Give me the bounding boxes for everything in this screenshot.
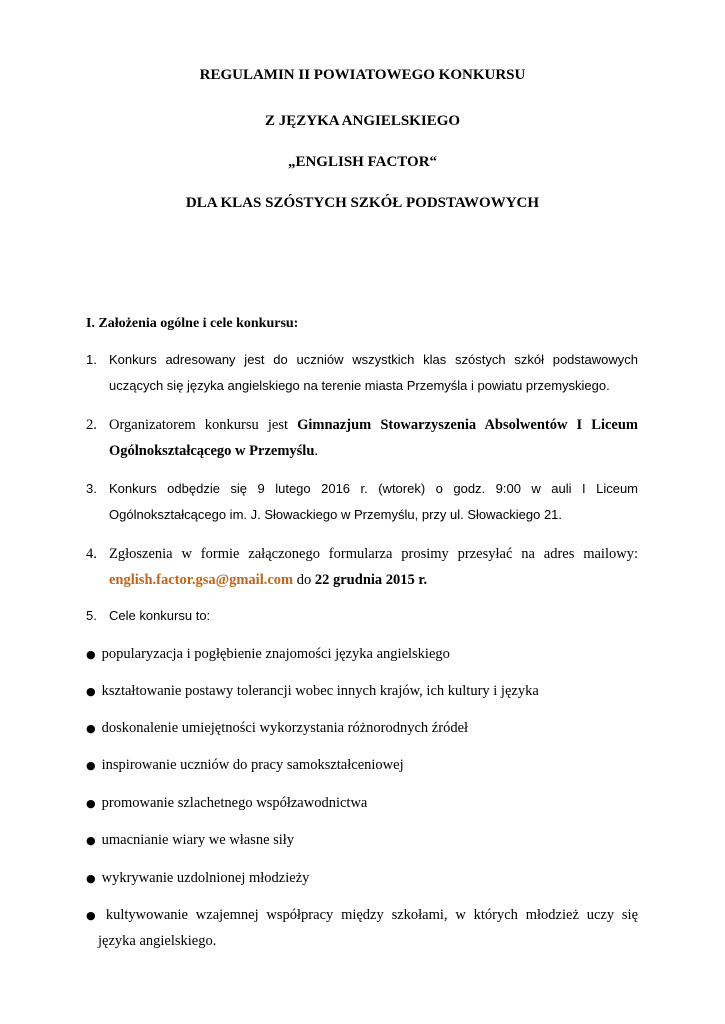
bullet-icon: ●: [86, 834, 96, 847]
section-heading: I. Założenia ogólne i cele konkursu:: [86, 316, 299, 331]
goal-bullet: [86, 757, 638, 774]
list-item-1-line-1: Konkurs adresowany jest do uczniów wszystkich klas szóstych szkół podstawowych: [109, 352, 638, 367]
title-line-1: REGULAMIN II POWIATOWEGO KONKURSU: [199, 67, 526, 83]
goal-bullet: [86, 646, 638, 663]
bullet-icon: ●: [86, 759, 96, 772]
bullet-icon: ●: [86, 648, 96, 661]
bullet-icon: ●: [86, 685, 96, 698]
bullet-icon: ●: [86, 909, 96, 922]
list-item-number: 3.: [86, 481, 97, 496]
title-line-2: Z JĘZYKA ANGIELSKIEGO: [264, 113, 461, 129]
goal-bullet-last-line-2: języka angielskiego.: [98, 933, 217, 949]
goal-text: kształtowanie postawy tolerancji wobec innych krajów, ich kultury i języka: [101, 683, 539, 699]
list-item-1: [86, 347, 638, 399]
list-item-4: [86, 541, 638, 593]
organizer-suffix: .: [314, 443, 319, 459]
title-line-4: DLA KLAS SZÓSTYCH SZKÓŁ PODSTAWOWYCH: [185, 195, 540, 211]
bullet-icon: ●: [86, 872, 96, 885]
list-item-2: [86, 412, 638, 464]
list-item-2-line-2: [109, 438, 638, 464]
goal-text: promowanie szlachetnego współzawodnictwa: [101, 795, 368, 811]
list-item-number: 4.: [86, 546, 97, 562]
goal-text: popularyzacja i pogłębienie znajomości języka angielskiego: [101, 646, 450, 662]
goal-text: umacnianie wiary we własne siły: [101, 832, 295, 848]
goal-text: kultywowanie wzajemnej współpracy między szkołami, w których młodzież uczy się: [105, 907, 639, 923]
goal-text: doskonalenie umiejętności wykorzystania różnorodnych źródeł: [101, 720, 469, 736]
list-item-3-line-1: Konkurs odbędzie się 9 lutego 2016 r. (wtorek) o godz. 9:00 w auli I Liceum: [109, 481, 638, 496]
list-item-5: [86, 603, 638, 629]
bullet-icon: ●: [86, 797, 96, 810]
bullet-icon: ●: [86, 722, 96, 735]
list-item-1-line-2: uczących się języka angielskiego na terenie miasta Przemyśla i powiatu przemyskiego.: [109, 378, 610, 393]
goal-bullet: [86, 870, 638, 887]
goal-text: inspirowanie uczniów do pracy samokształceniowej: [101, 757, 404, 773]
title-line-3: „ENGLISH FACTOR“: [287, 154, 438, 170]
list-item-number: 1.: [86, 352, 97, 367]
email-connector: do: [293, 572, 315, 588]
list-item-3-line-2: Ogólnokształcącego im. J. Słowackiego w Przemyślu, przy ul. Słowackiego 21.: [109, 507, 563, 522]
goal-bullet-last-line-1: [86, 902, 638, 928]
goal-bullet: [86, 683, 638, 700]
list-item-3: [86, 476, 638, 528]
list-item-5-text: Cele konkursu to:: [109, 608, 211, 623]
goal-bullet: [86, 795, 638, 812]
organizer-name-part-1: Gimnazjum Stowarzyszenia Absolwentów I Liceum: [297, 417, 638, 433]
goal-bullet-last: [86, 902, 638, 954]
list-item-number: 5.: [86, 608, 97, 623]
list-item-2-line-1: [109, 412, 638, 438]
organizer-name-part-2: Ogólnokształcącego w Przemyślu: [109, 443, 315, 459]
list-item-4-line-2: [109, 567, 638, 593]
contact-email-link[interactable]: english.factor.gsa@gmail.com: [109, 572, 294, 588]
submission-deadline: 22 grudnia 2015 r.: [314, 572, 428, 588]
list-item-number: 2.: [86, 417, 97, 433]
goal-bullet: [86, 720, 638, 737]
organizer-prefix: Organizatorem konkursu jest: [109, 417, 288, 433]
list-item-4-line-1: Zgłoszenia w formie załączonego formularza prosimy przesyłać na adres mailowy:: [109, 546, 638, 562]
goal-bullet: [86, 832, 638, 849]
goal-text: wykrywanie uzdolnionej młodzieży: [101, 870, 310, 886]
